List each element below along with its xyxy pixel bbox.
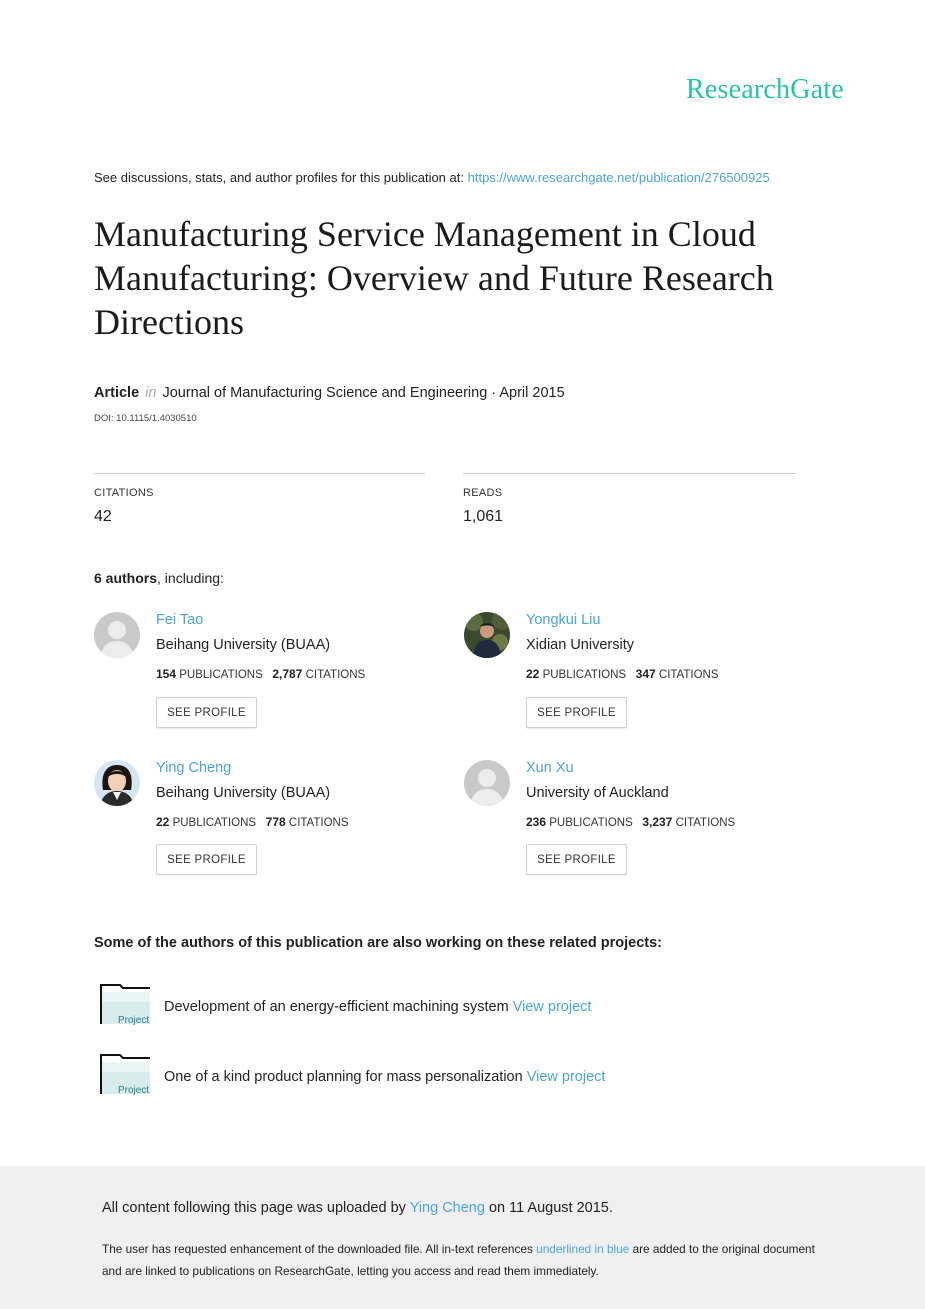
publications-label: PUBLICATIONS [172, 817, 257, 829]
citations-value: 42 [94, 508, 112, 525]
author-institution: Xidian University [526, 637, 634, 653]
publication-venue: Journal of Manufacturing Science and Engineering · April 2015 [162, 385, 565, 401]
citations-label: CITATIONS [94, 487, 154, 499]
related-projects-heading: Some of the authors of this publication are also working on these related projects: [94, 935, 663, 951]
view-project-link[interactable]: View project [512, 999, 592, 1015]
project-item [164, 999, 591, 1015]
author-name-link[interactable]: Ying Cheng [156, 760, 232, 776]
publication-type: Article [94, 385, 140, 401]
publication-meta [94, 385, 565, 401]
see-profile-button[interactable]: SEE PROFILE [156, 697, 257, 728]
placeholder-avatar-icon[interactable] [464, 760, 510, 806]
author-institution: Beihang University (BUAA) [156, 637, 331, 653]
citations-count: 347 [635, 667, 656, 681]
upload-suffix: on 11 August 2015. [488, 1200, 613, 1216]
see-profile-button[interactable]: SEE PROFILE [526, 697, 627, 728]
citations-count: 3,237 [642, 815, 673, 829]
project-item [164, 1069, 605, 1085]
publication-title: Manufacturing Service Management in Cloud Manufacturing: Overview and Future Research Directions [94, 214, 774, 342]
author-photo-avatar[interactable] [94, 760, 140, 806]
see-profile-button[interactable]: SEE PROFILE [156, 844, 257, 875]
publication-source-line [94, 170, 770, 185]
in-word: in [145, 385, 157, 401]
enhancement-note [102, 1238, 832, 1282]
publications-count: 236 [526, 815, 547, 829]
author-name-link[interactable]: Xun Xu [526, 760, 574, 776]
citations-count: 2,787 [272, 667, 303, 681]
underlined-in-blue-link[interactable]: underlined in blue [536, 1242, 630, 1256]
uploader-link[interactable]: Ying Cheng [409, 1200, 485, 1216]
author-name-link[interactable]: Yongkui Liu [526, 612, 601, 628]
publications-label: PUBLICATIONS [542, 669, 627, 681]
project-title: One of a kind product planning for mass personalization [164, 1069, 523, 1085]
see-discussions-text: See discussions, stats, and author profiles for this publication at: [94, 170, 464, 185]
author-stats [156, 667, 365, 681]
see-profile-button[interactable]: SEE PROFILE [526, 844, 627, 875]
placeholder-avatar-icon[interactable] [94, 612, 140, 658]
project-icon-label: Project [118, 1085, 150, 1096]
author-institution: University of Auckland [526, 785, 669, 801]
citations-label: CITATIONS [305, 669, 366, 681]
project-folder-icon [100, 984, 152, 1026]
note-text-1: The user has requested enhancement of the downloaded file. All in-text references [102, 1242, 533, 1256]
author-institution: Beihang University (BUAA) [156, 785, 331, 801]
publication-doi: DOI: 10.1115/1.4030510 [94, 413, 197, 424]
citations-label: CITATIONS [288, 817, 349, 829]
authors-suffix: , including: [157, 570, 224, 586]
publications-count: 22 [526, 667, 540, 681]
researchgate-logo[interactable]: ResearchGate [686, 74, 844, 105]
publications-label: PUBLICATIONS [549, 817, 633, 829]
citations-divider [94, 473, 425, 474]
project-icon-label: Project [118, 1015, 150, 1026]
author-stats [526, 667, 719, 681]
citations-label: CITATIONS [675, 817, 736, 829]
author-stats [156, 815, 349, 829]
view-project-link[interactable]: View project [526, 1069, 606, 1085]
publications-count: 22 [156, 815, 170, 829]
note-text-2: are added to the original document and are linked to publications on ResearchGate, letting you access and read them immediately. [102, 1242, 815, 1278]
publication-url-link[interactable]: https://www.researchgate.net/publication/276500925 [467, 170, 770, 185]
publications-count: 154 [156, 667, 177, 681]
reads-label: READS [463, 487, 503, 499]
author-name-link[interactable]: Fei Tao [156, 612, 204, 628]
upload-prefix: All content following this page was uploaded by [102, 1200, 406, 1216]
project-folder-icon [100, 1054, 152, 1096]
author-photo-avatar[interactable] [464, 612, 510, 658]
reads-divider [463, 473, 796, 474]
reads-value: 1,061 [463, 508, 504, 525]
project-title: Development of an energy-efficient machining system [164, 999, 509, 1015]
citations-label: CITATIONS [658, 669, 719, 681]
authors-heading [94, 570, 224, 586]
upload-info-line [102, 1200, 613, 1216]
citations-count: 778 [265, 815, 286, 829]
authors-count: 6 authors [94, 570, 158, 586]
publications-label: PUBLICATIONS [179, 669, 263, 681]
author-stats [526, 815, 735, 829]
